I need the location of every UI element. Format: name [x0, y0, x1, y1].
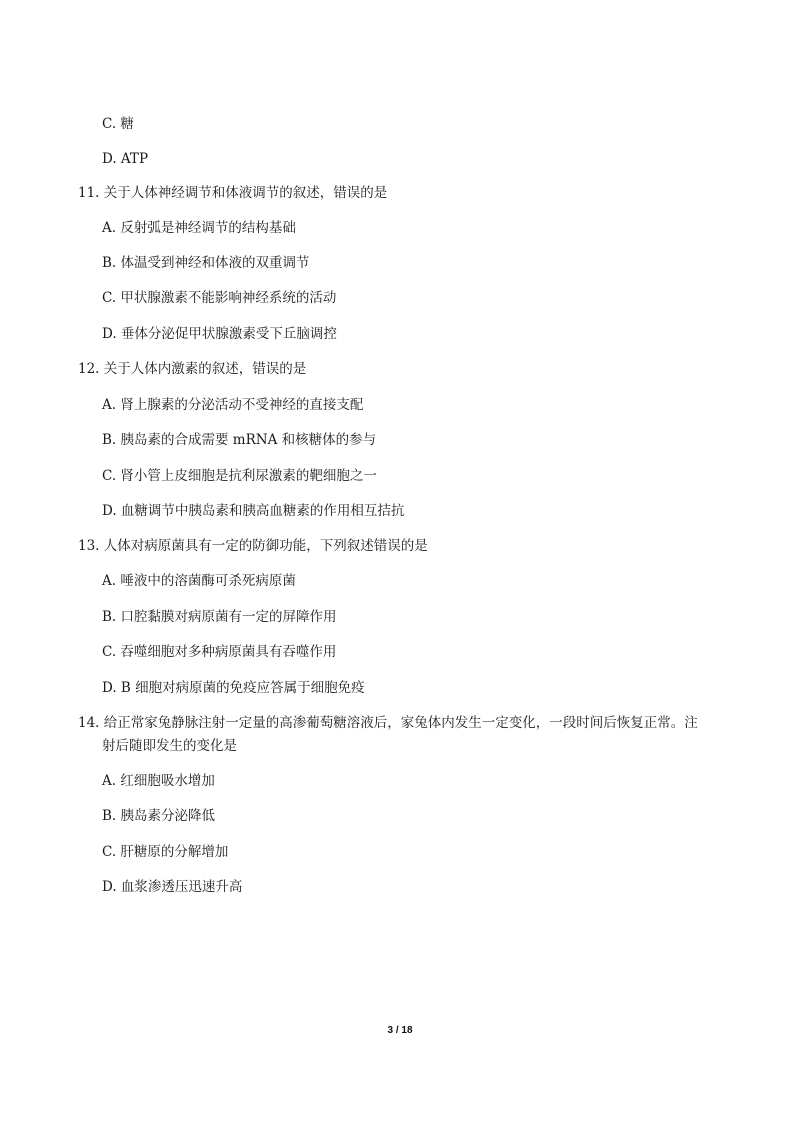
question-14-option-a: A. 红细胞吸水增加	[102, 773, 215, 789]
question-11-option-a: A. 反射弧是神经调节的结构基础	[102, 220, 296, 236]
question-14-stem-line-2: 射后随即发生的变化是	[102, 738, 237, 754]
question-12-stem: 12. 关于人体内激素的叙述，错误的是	[78, 361, 307, 377]
question-14-option-c: C. 肝糖原的分解增加	[102, 844, 229, 860]
question-13-option-c: C. 吞噬细胞对多种病原菌具有吞噬作用	[102, 644, 337, 660]
question-12-option-c: C. 肾小管上皮细胞是抗利尿激素的靶细胞之一	[102, 468, 377, 484]
question-13-option-b: B. 口腔黏膜对病原菌有一定的屏障作用	[102, 609, 337, 625]
option-d-carryover: D. ATP	[102, 151, 149, 167]
question-14-stem-line-1: 14. 给正常家兔静脉注射一定量的高渗葡萄糖溶液后，家兔体内发生一定变化，一段时间后恢复正常。注	[78, 715, 698, 731]
option-c-carryover: C. 糖	[102, 116, 134, 132]
question-14-option-d: D. 血浆渗透压迅速升高	[102, 879, 243, 895]
question-13-option-d: D. B 细胞对病原菌的免疫应答属于细胞免疫	[102, 680, 365, 696]
question-12-option-a: A. 肾上腺素的分泌活动不受神经的直接支配	[102, 397, 364, 413]
page-number: 3 / 18	[387, 1025, 413, 1036]
question-14-option-b: B. 胰岛素分泌降低	[102, 808, 216, 824]
question-12-option-b: B. 胰岛素的合成需要 mRNA 和核糖体的参与	[102, 432, 377, 448]
question-13-stem: 13. 人体对病原菌具有一定的防御功能，下列叙述错误的是	[78, 538, 428, 554]
question-11-option-c: C. 甲状腺激素不能影响神经系统的活动	[102, 290, 337, 306]
question-13-option-a: A. 唾液中的溶菌酶可杀死病原菌	[102, 573, 296, 589]
question-11-stem: 11. 关于人体神经调节和体液调节的叙述，错误的是	[78, 185, 388, 201]
question-11-option-d: D. 垂体分泌促甲状腺激素受下丘脑调控	[102, 326, 337, 342]
question-12-option-d: D. 血糖调节中胰岛素和胰高血糖素的作用相互拮抗	[102, 503, 405, 519]
question-11-option-b: B. 体温受到神经和体液的双重调节	[102, 255, 310, 271]
